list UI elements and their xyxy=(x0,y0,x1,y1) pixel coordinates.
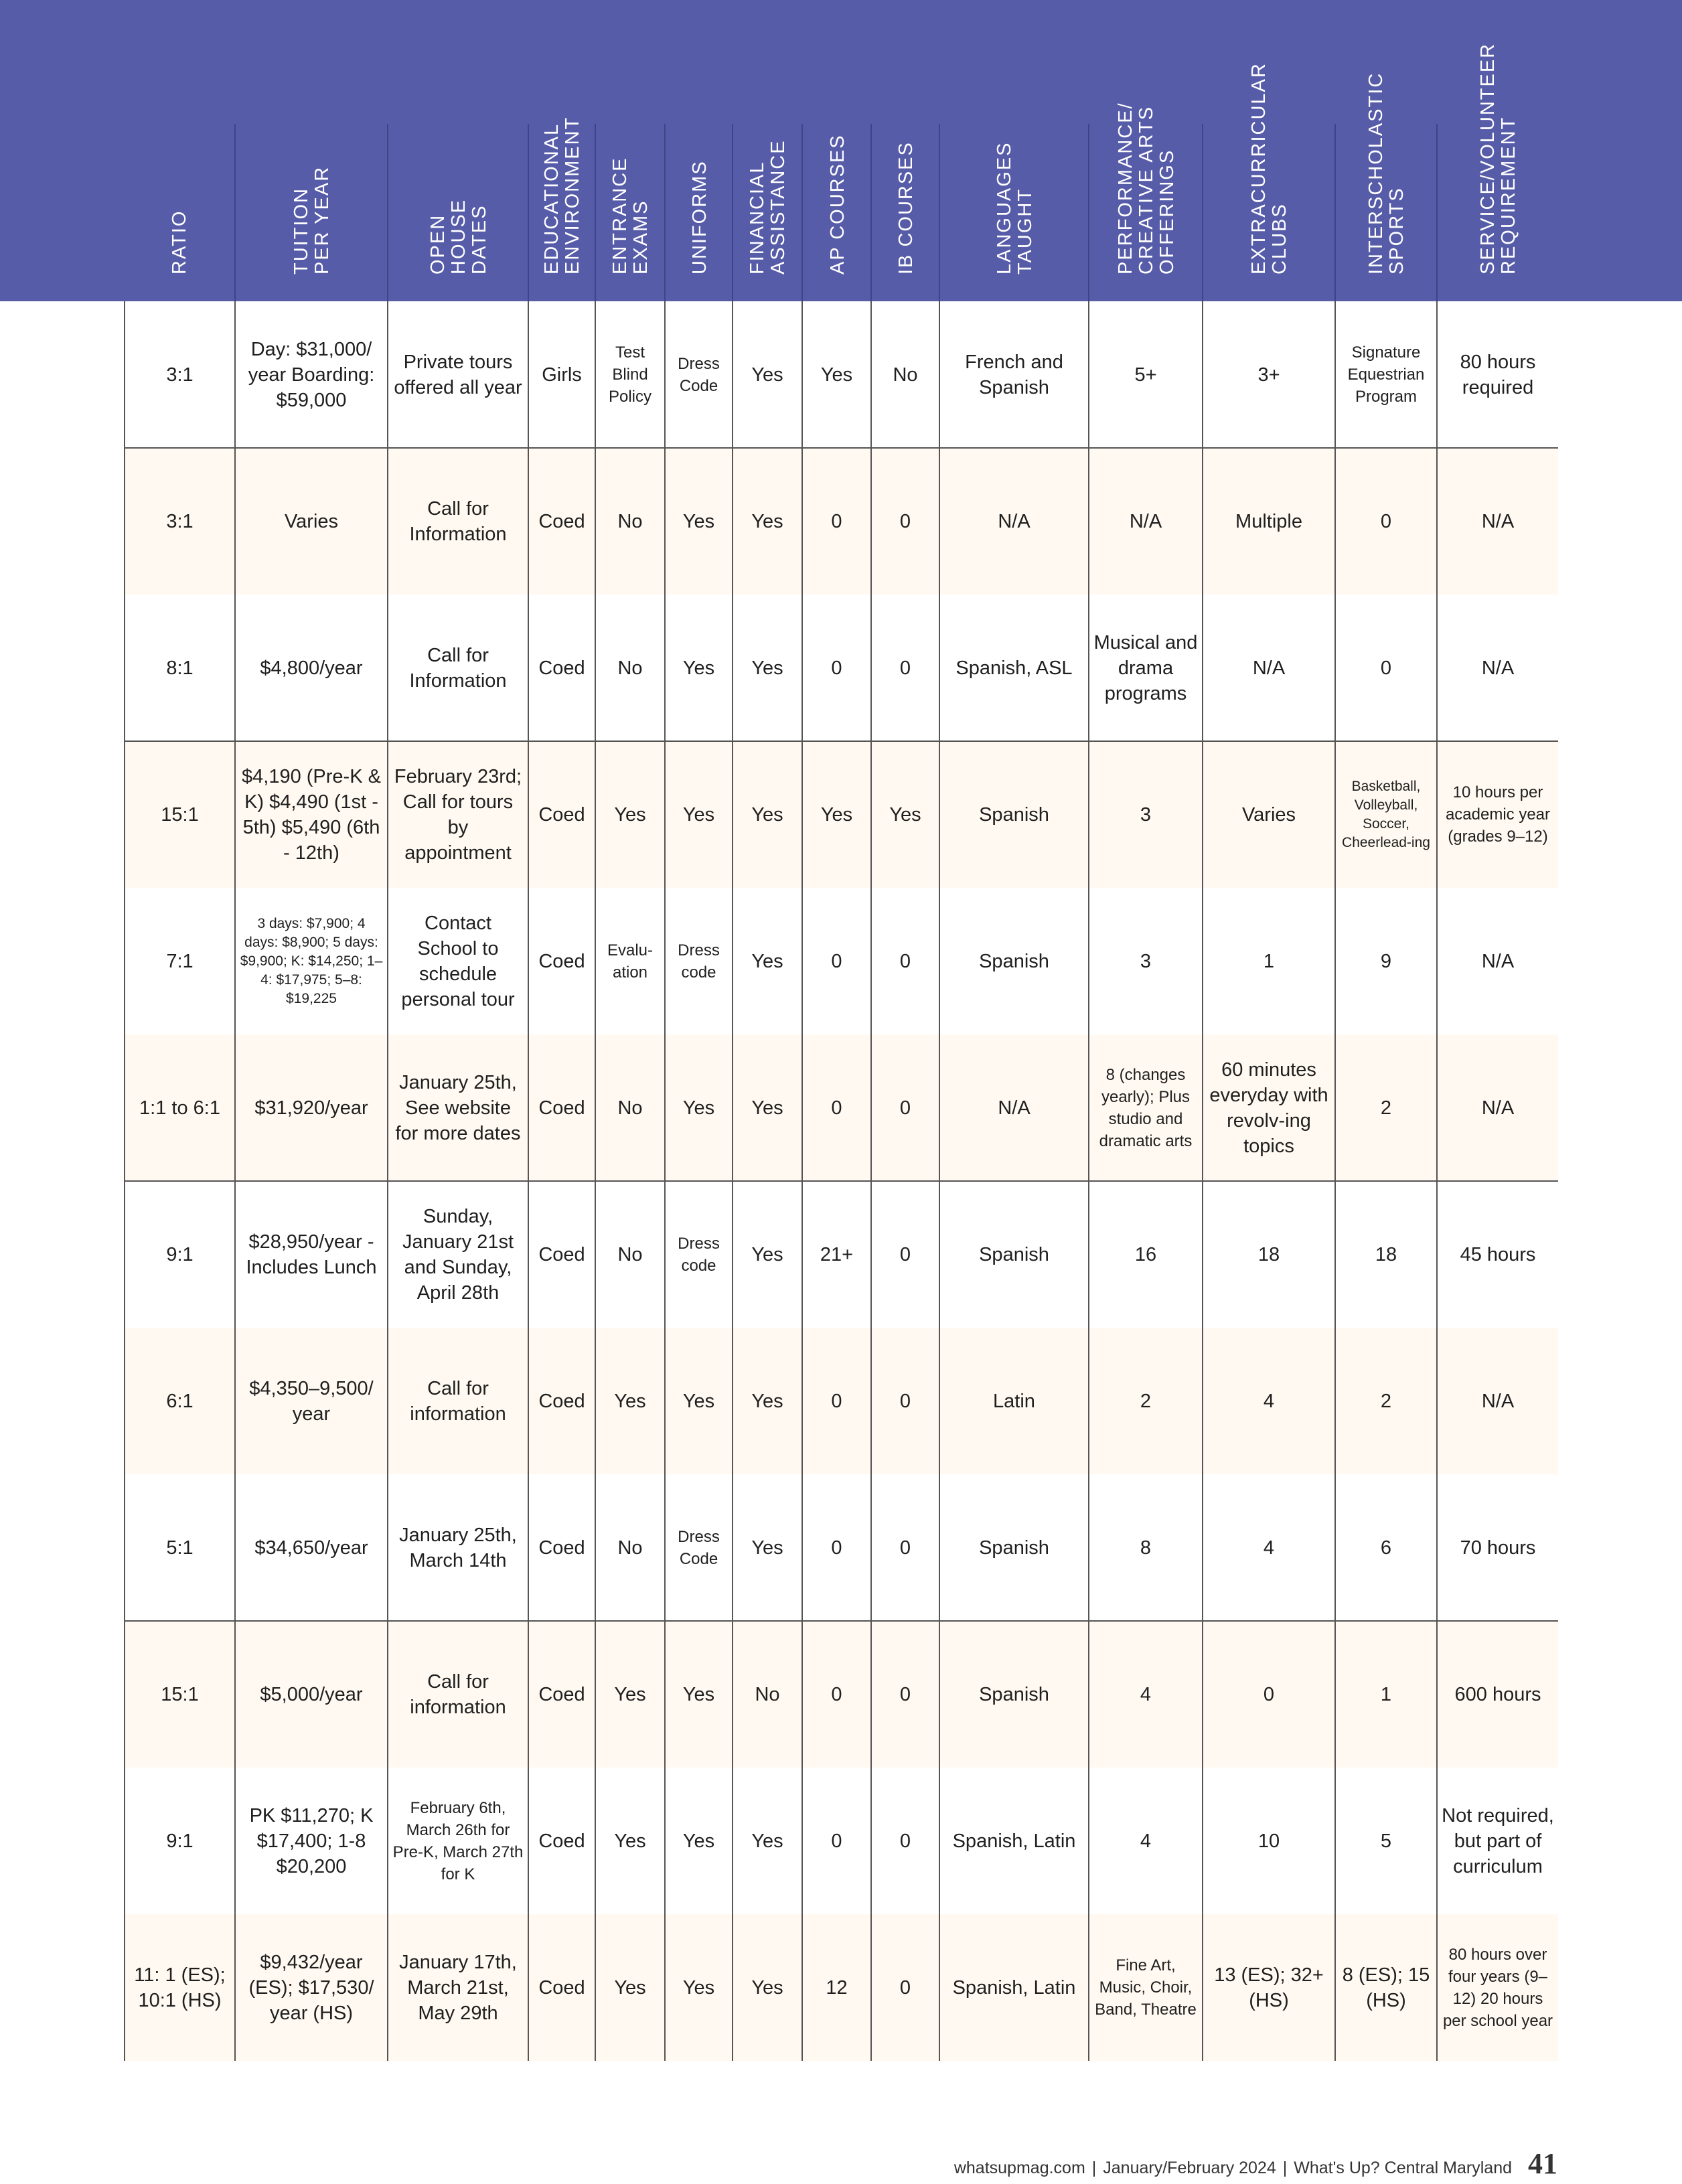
column-header xyxy=(939,124,1089,301)
table-cell: Yes xyxy=(664,595,732,741)
table-cell: 0 xyxy=(801,1328,870,1474)
table-cell: 5+ xyxy=(1088,301,1202,448)
table-cell: Coed xyxy=(528,1034,595,1181)
table-cell: Yes xyxy=(732,1914,801,2061)
table-cell: 0 xyxy=(870,1034,939,1181)
row-divider xyxy=(124,740,1558,742)
table-cell: Dress code xyxy=(664,1181,732,1328)
table-row xyxy=(124,1914,1558,2061)
column-header xyxy=(664,124,733,301)
table-cell: Spanish xyxy=(939,888,1088,1034)
table-cell: Musical and drama programs xyxy=(1088,595,1202,741)
table-cell: 80 hours required xyxy=(1436,301,1558,448)
table-cell: No xyxy=(595,448,664,595)
table-cell: 5 xyxy=(1334,1768,1436,1914)
table-cell: Yes xyxy=(732,1474,801,1621)
table-cell: Yes xyxy=(801,741,870,888)
table-cell: 70 hours xyxy=(1436,1474,1558,1621)
table-cell: Contact School to schedule personal tour xyxy=(387,888,528,1034)
table-cell: No xyxy=(595,1474,664,1621)
table-cell: N/A xyxy=(1436,1034,1558,1181)
table-row xyxy=(124,301,1558,448)
table-cell: 4 xyxy=(1088,1768,1202,1914)
table-cell: Coed xyxy=(528,1914,595,2061)
table-cell: 3:1 xyxy=(124,448,234,595)
footer-site: whatsupmag.com xyxy=(953,2159,1085,2177)
table-cell: 18 xyxy=(1334,1181,1436,1328)
table-cell: 0 xyxy=(801,595,870,741)
table-cell: Spanish xyxy=(939,1181,1088,1328)
row-divider xyxy=(124,447,1558,449)
table-cell: February 6th, March 26th for Pre-K, March 27th for K xyxy=(387,1768,528,1914)
column-header-label: INTERSCHOLASTIC SPORTS xyxy=(1365,72,1407,275)
table-cell: Yes xyxy=(870,741,939,888)
table-cell: 600 hours xyxy=(1436,1621,1558,1768)
table-cell: Coed xyxy=(528,1328,595,1474)
table-cell: 0 xyxy=(801,1768,870,1914)
table-cell: No xyxy=(595,595,664,741)
column-header xyxy=(1334,72,1438,301)
table-cell: Yes xyxy=(801,301,870,448)
table-cell: 0 xyxy=(1334,595,1436,741)
table-cell: 3 days: $7,900; 4 days: $8,900; 5 days: $9,900; K: $14,250; 1–4: $17,975; 5–8: $19,225 xyxy=(234,888,387,1034)
table-cell: Yes xyxy=(732,888,801,1034)
table-cell: PK $11,270; K $17,400; 1-8 $20,200 xyxy=(234,1768,387,1914)
table-cell: 3 xyxy=(1088,888,1202,1034)
row-divider xyxy=(124,1180,1558,1182)
table-cell: 0 xyxy=(870,1914,939,2061)
table-cell: Dress code xyxy=(664,888,732,1034)
table-cell: Varies xyxy=(234,448,387,595)
table-cell: $9,432/year (ES); $17,530/ year (HS) xyxy=(234,1914,387,2061)
table-row xyxy=(124,888,1558,1034)
table-cell: No xyxy=(870,301,939,448)
table-cell: Spanish xyxy=(939,1474,1088,1621)
table-cell: 6 xyxy=(1334,1474,1436,1621)
column-header xyxy=(870,124,940,301)
table-cell: Call for Information xyxy=(387,448,528,595)
table-cell: 7:1 xyxy=(124,888,234,1034)
table-cell: Signature Equestrian Program xyxy=(1334,301,1436,448)
table-cell: 10 hours per academic year (grades 9–12) xyxy=(1436,741,1558,888)
table-cell: Call for information xyxy=(387,1621,528,1768)
table-cell: Yes xyxy=(732,1328,801,1474)
column-header xyxy=(528,116,596,301)
table-cell: Spanish, ASL xyxy=(939,595,1088,741)
table-cell: 11: 1 (ES); 10:1 (HS) xyxy=(124,1914,234,2061)
table-cell: Varies xyxy=(1202,741,1334,888)
table-cell: Not required, but part of curriculum xyxy=(1436,1768,1558,1914)
column-header-label: RATIO xyxy=(168,210,190,275)
column-header-label: AP COURSES xyxy=(826,134,848,275)
column-header xyxy=(801,124,872,301)
table-cell: Dress Code xyxy=(664,1474,732,1621)
table-cell: Yes xyxy=(732,301,801,448)
table-cell: 12 xyxy=(801,1914,870,2061)
page-number: 41 xyxy=(1528,2147,1557,2180)
row-divider xyxy=(124,1620,1558,1622)
table-cell: Yes xyxy=(664,1034,732,1181)
table-cell: 8 (ES); 15 (HS) xyxy=(1334,1914,1436,2061)
table-cell: N/A xyxy=(939,1034,1088,1181)
table-cell: February 23rd; Call for tours by appointment xyxy=(387,741,528,888)
table-cell: 21+ xyxy=(801,1181,870,1328)
table-cell: Spanish, Latin xyxy=(939,1768,1088,1914)
table-cell: No xyxy=(595,1181,664,1328)
table-cell: No xyxy=(595,1034,664,1181)
footer-separator: | xyxy=(1091,2159,1097,2177)
table-cell: 0 xyxy=(870,1328,939,1474)
table-cell: Coed xyxy=(528,1621,595,1768)
table-cell: Yes xyxy=(664,1328,732,1474)
table-cell: 8 xyxy=(1088,1474,1202,1621)
column-header-label: SERVICE/VOLUNTEER REQUIREMENT xyxy=(1477,42,1519,275)
footer-separator: | xyxy=(1282,2159,1288,2177)
table-cell: Yes xyxy=(664,1621,732,1768)
column-header-label: FINANCIAL ASSISTANCE xyxy=(747,139,789,275)
table-cell: Yes xyxy=(595,1328,664,1474)
table-cell: Yes xyxy=(732,448,801,595)
table-cell: 0 xyxy=(1202,1621,1334,1768)
table-cell: Private tours offered all year xyxy=(387,301,528,448)
table-cell: 3 xyxy=(1088,741,1202,888)
table-cell: Evalu-ation xyxy=(595,888,664,1034)
table-cell: Call for Information xyxy=(387,595,528,741)
table-cell: N/A xyxy=(1436,595,1558,741)
table-cell: 8:1 xyxy=(124,595,234,741)
table-cell: 3+ xyxy=(1202,301,1334,448)
table-cell: 3:1 xyxy=(124,301,234,448)
table-cell: 0 xyxy=(1334,448,1436,595)
table-cell: Coed xyxy=(528,741,595,888)
table-row xyxy=(124,1768,1558,1914)
column-header-label: UNIFORMS xyxy=(688,160,710,275)
table-cell: 60 minutes everyday with revolv-ing topics xyxy=(1202,1034,1334,1181)
table-cell: 9 xyxy=(1334,888,1436,1034)
table-cell: Spanish xyxy=(939,741,1088,888)
table-cell: Yes xyxy=(732,1768,801,1914)
table-cell: 4 xyxy=(1088,1621,1202,1768)
table-cell: Girls xyxy=(528,301,595,448)
table-cell: $5,000/year xyxy=(234,1621,387,1768)
table-cell: Yes xyxy=(595,741,664,888)
table-cell: $28,950/year - Includes Lunch xyxy=(234,1181,387,1328)
table-cell: 15:1 xyxy=(124,1621,234,1768)
column-header-label: EXTRACURRICULAR CLUBS xyxy=(1248,62,1290,275)
table-cell: 8 (changes yearly); Plus studio and dramatic arts xyxy=(1088,1034,1202,1181)
column-header xyxy=(387,124,529,301)
table-cell: Yes xyxy=(595,1914,664,2061)
table-row xyxy=(124,1621,1558,1768)
table-row xyxy=(124,1328,1558,1474)
column-header-label: EDUCATIONAL ENVIRONMENT xyxy=(541,116,583,275)
table-cell: January 25th, See website for more dates xyxy=(387,1034,528,1181)
table-cell: N/A xyxy=(1436,1328,1558,1474)
table-row xyxy=(124,448,1558,595)
table-cell: $31,920/year xyxy=(234,1034,387,1181)
table-cell: 2 xyxy=(1088,1328,1202,1474)
column-header xyxy=(595,124,666,301)
table-cell: Yes xyxy=(732,1181,801,1328)
table-cell: Yes xyxy=(732,741,801,888)
table-cell: French and Spanish xyxy=(939,301,1088,448)
column-header-label: TUITION PER YEAR xyxy=(291,165,333,275)
table-cell: Multiple xyxy=(1202,448,1334,595)
table-cell: 0 xyxy=(801,888,870,1034)
table-cell: Coed xyxy=(528,1474,595,1621)
table-cell: Yes xyxy=(732,1034,801,1181)
table-cell: No xyxy=(732,1621,801,1768)
table-header-band xyxy=(0,0,1682,301)
table-cell: Sunday, January 21st and Sunday, April 28th xyxy=(387,1181,528,1328)
table-cell: 0 xyxy=(801,1621,870,1768)
column-header-label: OPEN HOUSE DATES xyxy=(427,198,490,275)
table-cell: Yes xyxy=(664,1768,732,1914)
table-cell: 9:1 xyxy=(124,1181,234,1328)
table-cell: Yes xyxy=(595,1768,664,1914)
table-row xyxy=(124,741,1558,888)
table-cell: $34,650/year xyxy=(234,1474,387,1621)
table-cell: 15:1 xyxy=(124,741,234,888)
table-cell: Day: $31,000/ year Boarding: $59,000 xyxy=(234,301,387,448)
table-cell: Coed xyxy=(528,595,595,741)
table-cell: Coed xyxy=(528,1768,595,1914)
table-cell: 10 xyxy=(1202,1768,1334,1914)
table-cell: 0 xyxy=(801,1034,870,1181)
table-row xyxy=(124,1181,1558,1328)
table-cell: $4,800/year xyxy=(234,595,387,741)
table-cell: Yes xyxy=(664,1914,732,2061)
table-cell: 4 xyxy=(1202,1474,1334,1621)
table-cell: 45 hours xyxy=(1436,1181,1558,1328)
table-cell: Yes xyxy=(595,1621,664,1768)
column-header xyxy=(1088,102,1203,301)
table-cell: Spanish xyxy=(939,1621,1088,1768)
column-header xyxy=(732,124,803,301)
table-cell: Dress Code xyxy=(664,301,732,448)
table-cell: 6:1 xyxy=(124,1328,234,1474)
table-cell: 0 xyxy=(870,1621,939,1768)
table-cell: 1 xyxy=(1202,888,1334,1034)
table-cell: 1 xyxy=(1334,1621,1436,1768)
table-cell: N/A xyxy=(1436,448,1558,595)
table-cell: Call for information xyxy=(387,1328,528,1474)
table-cell: N/A xyxy=(1202,595,1334,741)
column-header-label: PERFORMANCE/ CREATIVE ARTS OFFERINGS xyxy=(1115,102,1178,275)
table-cell: Yes xyxy=(664,741,732,888)
table-cell: 0 xyxy=(801,1474,870,1621)
column-header xyxy=(1202,62,1336,301)
footer-issue: January/February 2024 xyxy=(1103,2159,1276,2177)
table-cell: January 17th, March 21st, May 29th xyxy=(387,1914,528,2061)
column-header xyxy=(124,124,234,301)
column-header-label: IB COURSES xyxy=(895,141,917,275)
table-cell: 18 xyxy=(1202,1181,1334,1328)
table-cell: $4,350–9,500/ year xyxy=(234,1328,387,1474)
table-cell: N/A xyxy=(1088,448,1202,595)
page-footer xyxy=(954,2147,1557,2181)
table-cell: 2 xyxy=(1334,1034,1436,1181)
table-cell: Fine Art, Music, Choir, Band, Theatre xyxy=(1088,1914,1202,2061)
table-cell: N/A xyxy=(939,448,1088,595)
table-cell: Test Blind Policy xyxy=(595,301,664,448)
table-cell: 1:1 to 6:1 xyxy=(124,1034,234,1181)
column-header-label: ENTRANCE EXAMS xyxy=(609,157,652,275)
table-cell: N/A xyxy=(1436,888,1558,1034)
column-header-label: LANGUAGES TAUGHT xyxy=(993,141,1036,275)
table-cell: 0 xyxy=(870,448,939,595)
table-row xyxy=(124,1474,1558,1621)
table-cell: Latin xyxy=(939,1328,1088,1474)
table-cell: 16 xyxy=(1088,1181,1202,1328)
table-cell: $4,190 (Pre-K & K) $4,490 (1st - 5th) $5,490 (6th - 12th) xyxy=(234,741,387,888)
table-cell: Spanish, Latin xyxy=(939,1914,1088,2061)
footer-publication: What's Up? Central Maryland xyxy=(1294,2159,1512,2177)
table-cell: 0 xyxy=(801,448,870,595)
table-cell: 0 xyxy=(870,1768,939,1914)
table-cell: 13 (ES); 32+ (HS) xyxy=(1202,1914,1334,2061)
table-cell: January 25th, March 14th xyxy=(387,1474,528,1621)
column-header xyxy=(1436,42,1559,301)
table-cell: 0 xyxy=(870,1474,939,1621)
table-cell: 0 xyxy=(870,595,939,741)
table-cell: Yes xyxy=(732,595,801,741)
table-cell: 2 xyxy=(1334,1328,1436,1474)
table-cell: Coed xyxy=(528,448,595,595)
table-cell: Yes xyxy=(664,448,732,595)
table-cell: Coed xyxy=(528,1181,595,1328)
table-cell: 80 hours over four years (9–12) 20 hours per school year xyxy=(1436,1914,1558,2061)
table-cell: 4 xyxy=(1202,1328,1334,1474)
table-cell: Coed xyxy=(528,888,595,1034)
table-cell: Basketball, Volleyball, Soccer, Cheerlead-ing xyxy=(1334,741,1436,888)
table-cell: 0 xyxy=(870,1181,939,1328)
table-row xyxy=(124,1034,1558,1181)
table-cell: 0 xyxy=(870,888,939,1034)
table-cell: 5:1 xyxy=(124,1474,234,1621)
table-cell: 9:1 xyxy=(124,1768,234,1914)
table-row xyxy=(124,595,1558,741)
column-header xyxy=(234,124,388,301)
